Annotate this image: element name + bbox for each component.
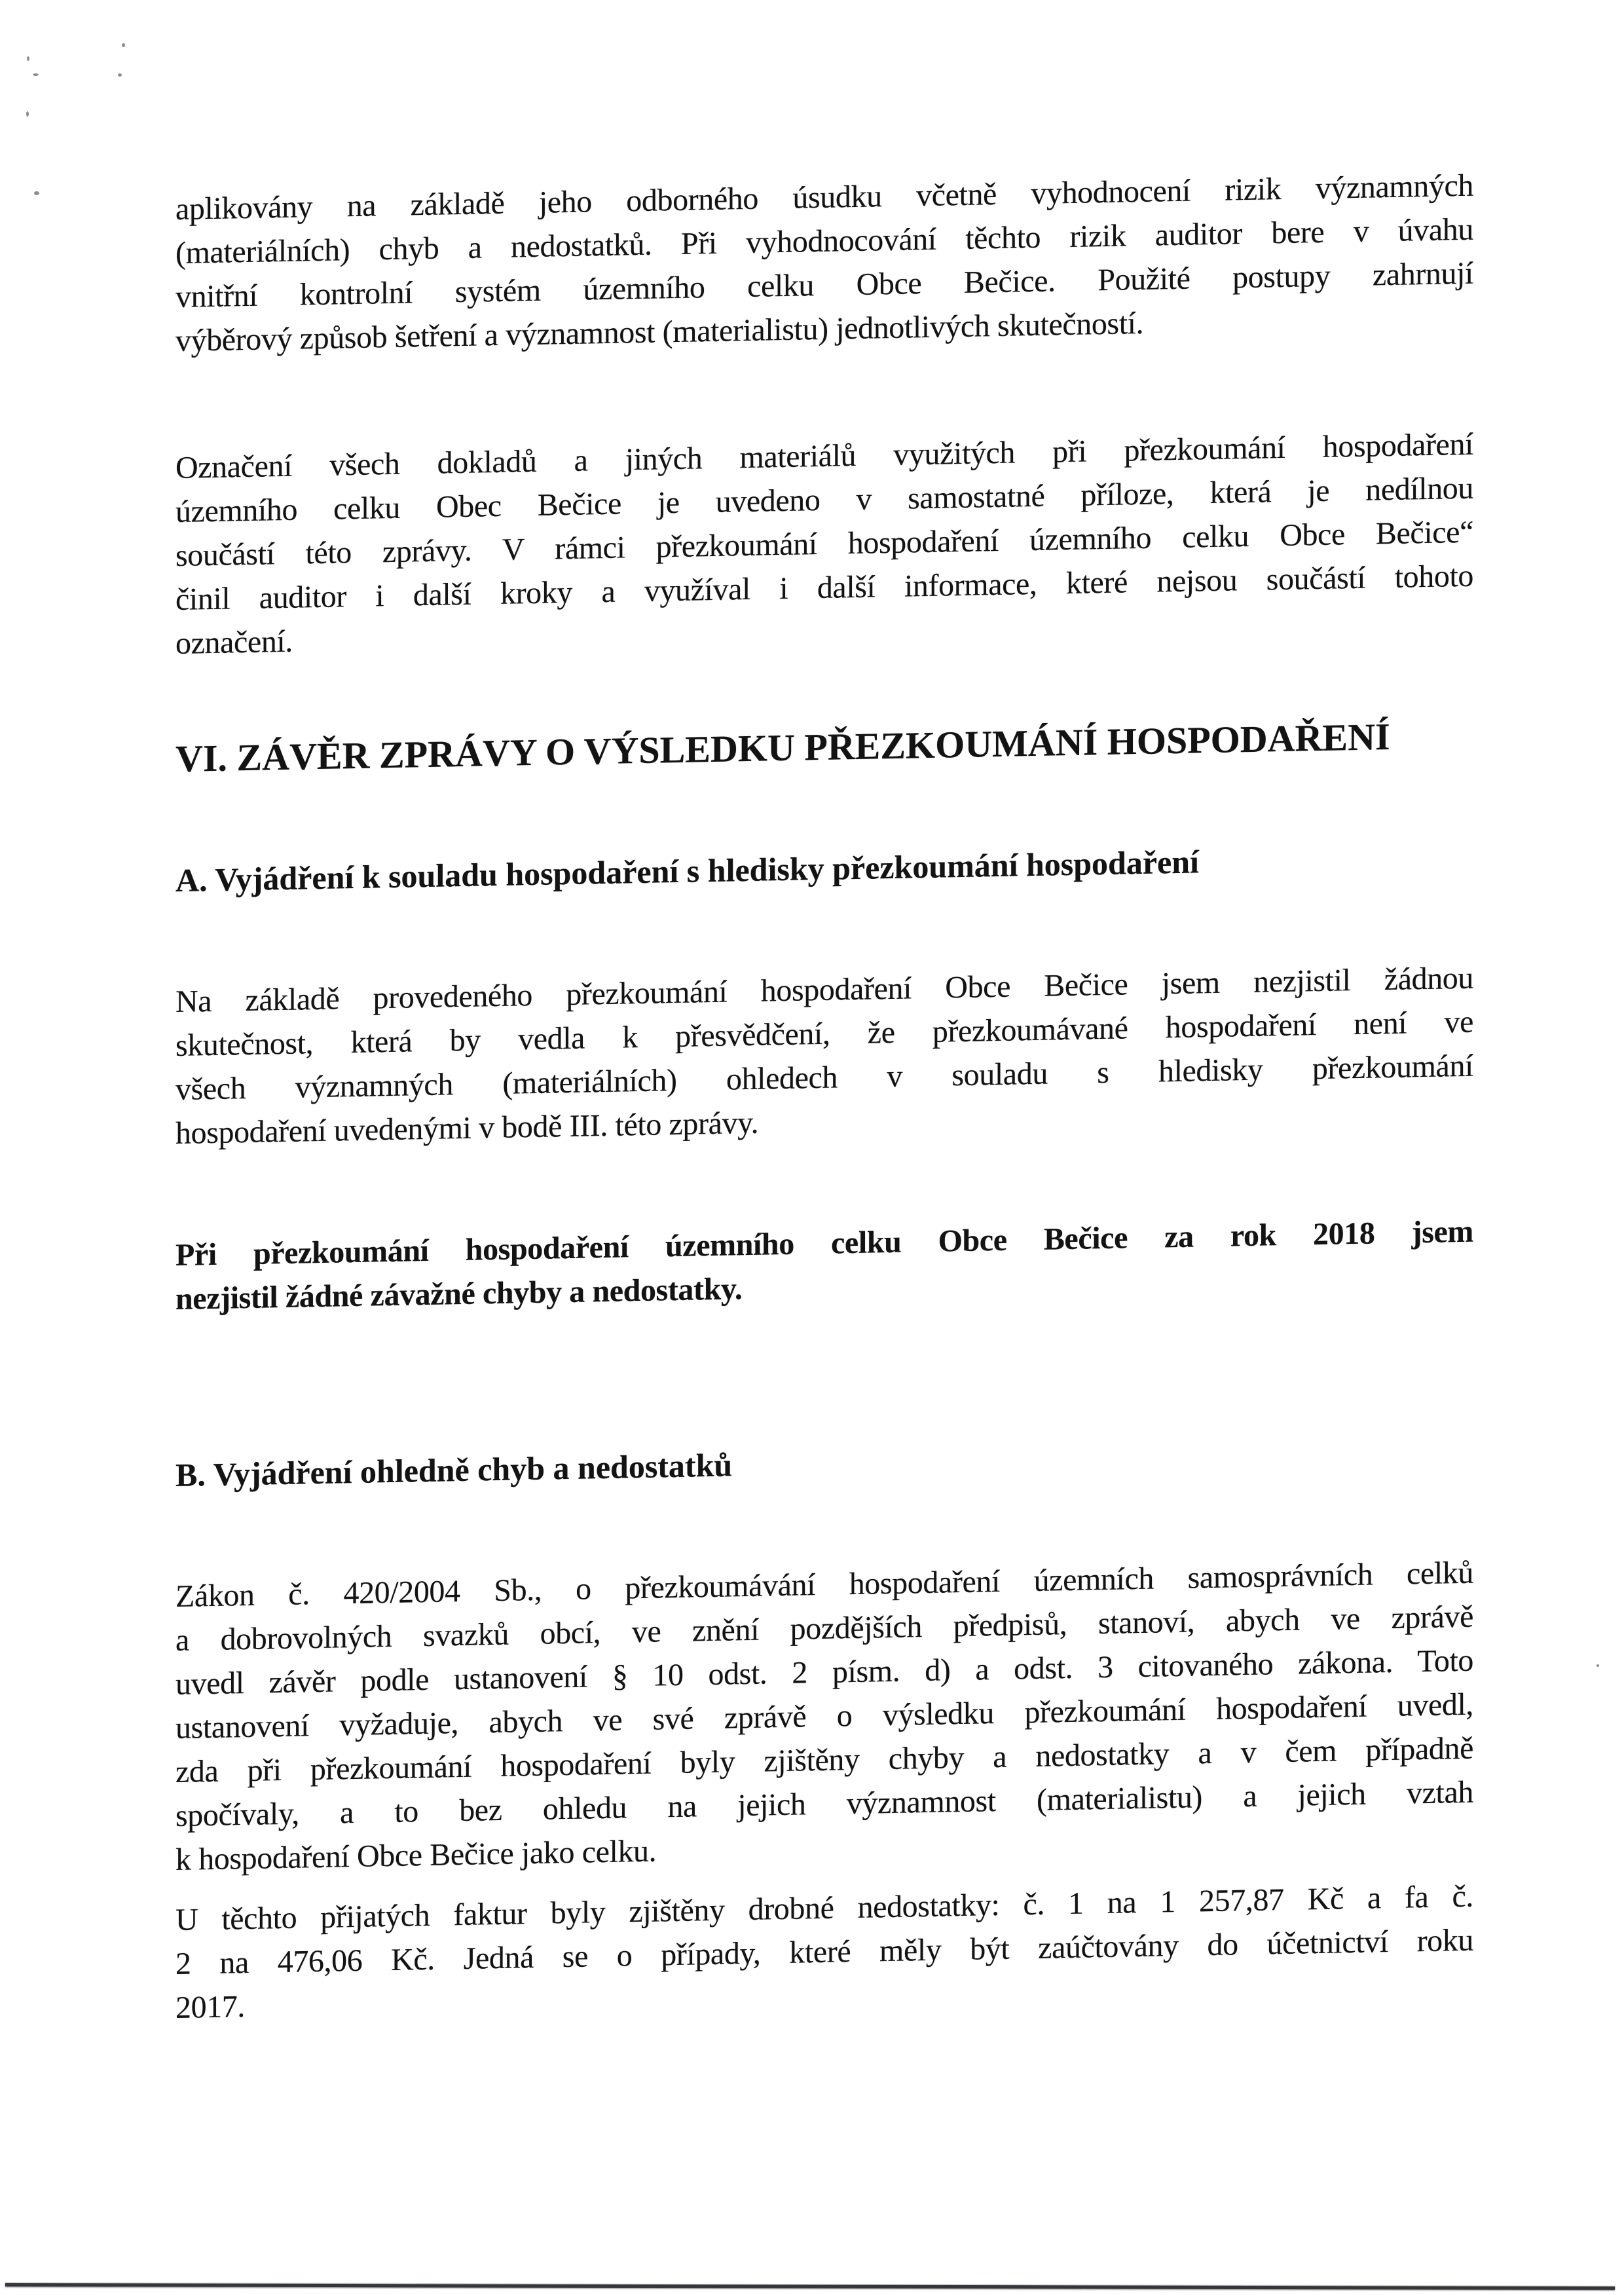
scan-speck	[27, 56, 29, 61]
text-line: 2017.	[175, 1989, 246, 2025]
heading-section-vi: VI. ZÁVĚR ZPRÁVY O VÝSLEDKU PŘEZKOUMÁNÍ HOSPODAŘENÍ	[175, 715, 1390, 780]
scan-speck	[26, 111, 29, 117]
scan-speck	[1596, 1664, 1599, 1667]
text-line: Při přezkoumání hospodaření územního celku Obce Bečice za rok 2018 jsem	[175, 1214, 1473, 1273]
scan-speck	[118, 73, 122, 77]
text-line: skutečnost, která by vedla k přesvědčení, že přezkoumávané hospodaření není ve	[175, 1004, 1473, 1063]
text-line: U těchto přijatých faktur byly zjištěny drobné nedostatky: č. 1 na 1 257,87 Kč a fa č.	[175, 1878, 1473, 1937]
text-line: 2 na 476,06 Kč. Jedná se o případy, které měly být zaúčtovány do účetnictví roku	[175, 1922, 1473, 1981]
text-line: všech významných (materiálních) ohledech v souladu s hledisky přezkoumání	[175, 1048, 1473, 1107]
text-line: hospodaření uvedenými v bodě III. této zprávy.	[175, 1105, 759, 1151]
scan-speck	[122, 43, 125, 47]
text-line: Zákon č. 420/2004 Sb., o přezkoumávání hospodaření územních samosprávních celků	[175, 1555, 1473, 1614]
paragraph-conclusion-2018	[175, 1210, 1473, 1321]
paragraph-document-designation	[175, 422, 1473, 665]
text-line: k hospodaření Obce Bečice jako celku.	[175, 1833, 657, 1877]
text-line: uvedl závěr podle ustanovení § 10 odst. 2 písm. d) a odst. 3 citovaného zákona. Toto	[175, 1643, 1473, 1702]
paragraph-compliance-statement	[175, 956, 1473, 1155]
text-line: označení.	[175, 624, 293, 661]
text-line: a dobrovolných svazků obcí, ve znění pozdějších předpisů, stanoví, abych ve zprávě	[175, 1599, 1473, 1658]
text-line: výběrový způsob šetření a významnost (materialistu) jednotlivých skutečností.	[175, 305, 1144, 358]
paragraph-audit-basis	[175, 164, 1473, 363]
text-line: nezjistil žádné závažné chyby a nedostatky.	[175, 1271, 743, 1316]
text-line: ustanovení vyžaduje, abych ve své zprávě o výsledku přezkoumání hospodaření uvedl,	[175, 1687, 1473, 1745]
text-line: spočívaly, a to bez ohledu na jejich významnost (materialistu) a jejich vztah	[175, 1774, 1473, 1833]
text-line: vnitřní kontrolní systém územního celku Obce Bečice. Použité postupy zahrnují	[175, 255, 1473, 314]
text-line: Na základě provedeného přezkoumání hospodaření Obce Bečice jsem nezjistil žádnou	[175, 960, 1473, 1019]
text-line: zda při přezkoumání hospodaření byly zjištěny chyby a nedostatky a v čem případně	[175, 1730, 1473, 1789]
text-line: aplikovány na základě jeho odborného úsudku včetně vyhodnocení rizik významných	[175, 168, 1473, 227]
text-line: součástí této zprávy. V rámci přezkoumání hospodaření územního celku Obce Bečice“	[175, 514, 1473, 573]
text-line: činil auditor i další kroky a využíval i další informace, které nejsou součástí tohoto	[175, 558, 1473, 617]
document-content	[175, 0, 1473, 2295]
scan-speck	[33, 73, 39, 76]
heading-subsection-b: B. Vyjádření ohledně chyb a nedostatků	[175, 1446, 733, 1493]
text-line: územního celku Obec Bečice je uvedeno v samostatné příloze, která je nedílnou	[175, 470, 1473, 529]
text-line: Označení všech dokladů a jiných materiálů využitých při přezkoumání hospodaření	[175, 426, 1473, 485]
heading-subsection-a: A. Vyjádření k souladu hospodaření s hledisky přezkoumání hospodaření	[175, 843, 1199, 899]
paragraph-invoice-findings	[175, 1875, 1473, 2030]
text-line: (materiálních) chyb a nedostatků. Při vyhodnocování těchto rizik auditor bere v úvahu	[175, 212, 1473, 271]
scan-speck	[34, 191, 39, 195]
paragraph-law-420-2004	[175, 1551, 1473, 1882]
